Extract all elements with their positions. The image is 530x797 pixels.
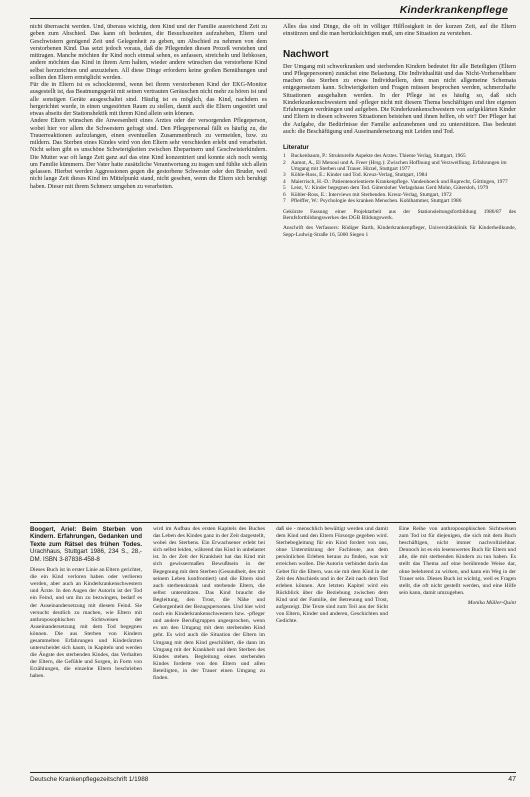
section-heading: Nachwort — [283, 48, 329, 60]
book-citation — [30, 526, 142, 563]
footer-rule — [30, 772, 516, 773]
citation-title: Beim Sterben von Kindern. Erfahrungen, Gedanken und Texte zum Rätsel des frühen Todes. — [30, 526, 142, 548]
page-number: 47 — [508, 776, 516, 783]
review-column-2 — [153, 526, 265, 682]
review-paragraph: wird im Aufbau des ersten Kapitels des Buches das Leben des Kindes ganz in der Zeit dargestellt, wobei des Sterbens. Ein Erwachsener erlebt bei sich selbst leiden, während das Kind in unbelastet ist. In der Zeit der Krankheit hat das Kind mit sich gewissermaßen Bewußtsein in der Begegnung mit dem Sterben (Gesundheit, des mit seinem Leben konfrontiert) und die Eltern sind auch sterbenskrank und sterbende Eltern, die selbst unterstützen. Das Kind braucht die Begleitung, den Trost, die Nähe und Geborgenheit der Bezugspersonen. Und hier wird noch ein Kinderkrankenschwestern bzw. -pfleger und andere Berufsgruppen angesprochen, wenn es um den Umgang mit dem sterbenden Kind geht. Es wird auch die Situation der Eltern im Umgang mit dem Kind geschildert, die dann im Umgang mit der Krankheit und dem Sterben des Kindes stehen. Begleitung eines sterbenden Kindes forderte von den Eltern und allen Beteiligten, in der Trauer einen Umgang zu finden. — [153, 526, 265, 681]
literature-item: 1 Buckenbaum, P.: Strukturelle Aspekte des Arztes. Thieme Verlag, Stuttgart, 1965 — [283, 153, 466, 160]
article-column-left — [30, 24, 267, 492]
publication-note: Gekürzte Fassung einer Projektarbeit aus der Stationsleitungsfortbildung 1986/87 des Berufsfortbildungswerkes des DGB Bildungswerk. — [283, 208, 516, 221]
literature-item: 5 Leist, V.: Kinder begegnen dem Tod. Gütersloher Verlagshaus Gerd Mohn, Gütersloh, 1979 — [283, 185, 489, 192]
review-column-4 — [399, 526, 516, 607]
review-paragraph: daß sie - menschlich bewältigt werden und damit dem Kind und den Eltern Fürsorge gegeben wird. Sterbebegleitung für ein Kind fordert von uns, ohne Unterstützung der Fachleute, aus dem persönlichen Erleben heraus zu finden, was wir erreichen wollen. Die Autorin verbindet darin das Gebet für die Eltern, was sie mit dem Kind in der Zeit des Abschieds und in der Zeit nach dem Tod erleben können. Am letzten Kapitel wird ein Rückblick über die Beziehung zwischen dem Kind und der Familie, der Betreuung und Trost, aufgezeigt. Die Texte sind zum Teil aus der Sicht von Eltern, Kinder und anderen, Geschichten und Gedichte. — [276, 526, 388, 625]
author-address: Anschrift des Verfassers: Rüdiger Barth, Kinderkrankenpfleger, Universitätsklinik für Kinderheilkunde, Sepp-Ludwig-Straße 16, 5000 Siegen 1 — [283, 225, 516, 238]
literature-item: 6 Kübler-Ross, E.: Interviews mit Sterbenden. Kreuz-Verlag, Stuttgart, 1972 — [283, 191, 452, 198]
reviewer-signature: Monika Müller-Quint — [467, 599, 516, 606]
review-column-1 — [30, 526, 142, 681]
literature-heading: Literatur — [283, 144, 309, 151]
review-paragraph: Eine Reihe von anthroposophischen Sichtweisen zum Tod ist für diejenigen, die sich mit dem Buch beschäftigen, nicht immer nachvollziehbar. Dennoch ist es ein lesenswertes Buch für Eltern und alle, die mit sterbenden Kindern zu tun haben. Es stellt das Thema auf eine berührende Weise dar, ohne belehrend zu wirken, und kann ein Weg in der Trauer sein. Dieses Buch ist wichtig, weil es Fragen stellt, die oft nicht gestellt werden, und eine Hilfe sein kann, damit umzugehen. — [399, 526, 516, 596]
literature-item: 3 Köhle-Ross, E.: Kinder und Tod. Kreuz-Verlag, Stuttgart, 1984 — [283, 172, 428, 179]
article-paragraph: nicht überrascht werden. Und, überaus wichtig, dem Kind und der Familie ausreichend Zeit zu geben zum Abschied. Das kann oft bedeuten, die Besuchszeiten aufzuheben, Eltern und Geschwistern genügend Zeit und Gelegenheit zu geben, um Abschied zu nehmen von dem verstorbenen Kind. Das setzt jedoch voraus, daß die Pflegenden diesen Prozeß verstehen und mittragen. Manche möchten ihr Kind noch einmal sehen, es anfassen, streicheln und liebkosen, andere möchten das Kind in ihrem Arm halten, wieder andere wünschen das verstorbene Kind selbst herzurichten und anzuziehen. All diese Dinge erfordern keine großen Bemühungen und sollten den Eltern ermöglicht werden. — [30, 24, 267, 81]
review-paragraph: Dieses Buch ist in erster Linie an Eltern gerichtet, die ein Kind verloren haben oder verlieren werden, aber auch an Kinderkrankenschwestern und Ärzte. In den Augen der Autorin ist der Tod ein Feind, und um ihn zu bezwingen, bedarf es der Auseinandersetzung mit diesem Feind. Sie versucht deutlich zu machen, wie Eltern mit anthroposophischen Sichtweisen der Auseinandersetzung mit dem Tod begegnen können. Die aus Sterben von Kindern gesammelten Erfahrungen und Kinderärzten unterscheidet sich kaum, in Kapiteln und werden die Ängste des sterbenden Kindes, das Verhalten der Eltern, die Gefühle und Sorgen, in Form von Erzählungen, die einzelne Eltern beschrieben haben. — [30, 567, 142, 680]
article-paragraph: Andere Eltern wünschen die Anwesenheit eines Arztes oder der versorgenden Pflegeperson, wobei hier vor allem die Schwestern gefragt sind. Den Pflegepersonal fällt es häufig zu, die Trauerreaktionen aufzufangen, einen eventuellen Zusammenbruch zu vermeiden, bzw. zu mildern. Das Sterben eines Kindes wird von den Eltern sehr verschieden erlebt und verarbeitet. Nicht selten gibt es unschöne Schwierigkeiten zwischen Ehepartnern und Geschwisterkindern. Die Mutter war oft lange Zeit ganz auf das eine Kind konzentriert und konnte sich noch wenig um Familie kümmern. Der Vater hatte zusätzliche Verantwortung zu tragen und fühlte sich allein gelassen. Hierbei werden Aggressionen gegen die gestorbene Schwester oder den Bruder, weil nicht lange Zeit dieses Kind im Mittelpunkt stand, nicht gesehen, wenn die Eltern sich beruhigt haben. Dieser mit ihrem Schmerz umgehen zu verarbeiten. — [30, 118, 267, 190]
literature-list — [283, 153, 516, 204]
book-review — [30, 526, 516, 771]
article-column-right — [283, 24, 516, 238]
section-divider — [30, 522, 516, 523]
literature-item: 7 Pfleiffer, W.: Psychologie des kranken Menschen. Kohlhammer, Stuttgart 1986 — [283, 198, 462, 205]
literature-item: 4 Maierrisch, H.-D.: Patientenorientierte Krankenpflege. Vandenhoeck und Ruprecht, Göttingen, 1977 — [283, 178, 508, 185]
article-paragraph: Der Umgang mit schwerkranken und sterbenden Kindern bedeutet für alle Beteiligten (Eltern und Pflegepersonen) zunächst eine Belastung. Die Individualität und das Nicht-Vorhersehbare machen das Sterben zu etwas Individuellem, dem man nicht allgemeine Schemata entgegensetzen kann. Schwierigkeiten und Fragen müssen besprochen werden, schmerzhafte Situationen ausgehalten werden. In der Pflege ist es häufig so, daß sich Kinderkrankenschwestern und -pfleger nicht mit diesem Thema beschäftigen und ihre eigenen Erfahrungen verdrängen und aufgeben. Die Kinderkrankenschwestern von aufgeklärten Kinder und Eltern in diesen schweren Situationen beistehen und ihnen helfen, ob wir? Der Pfleger hat die Aufgabe, die Bedürfnisse der Familie aufzunehmen und zu unterstützen. Das bedeutet auch: die Beschäftigung und Auseinandersetzung mit Leiden und Tod. — [283, 63, 516, 135]
review-column-3 — [276, 526, 388, 625]
citation-author: Boogert, Ariel: — [30, 526, 77, 533]
header-rule — [30, 18, 508, 19]
literature-item: 2 Aamot, A., El Menoui und A. Freer (Hrsg.): Zwischen Hoffnung und Verzweiflung. Erfahrungen im Umgang mit Sterben und Trauer. Hirzel, Stuttgart 1977 — [283, 159, 507, 173]
article-intro: Alles das sind Dinge, die oft in völliger Hilflosigkeit in der kurzen Zeit, auf die Eltern einstürzen und die man berücksichtigen muß, um eine Situation zu verstehen. — [283, 24, 516, 38]
citation-publisher: Urachhaus, Stuttgart 1986, 234 S., 28,- DM. ISBN 3-87838-458-8 — [30, 548, 142, 563]
article-paragraph: Für die in Eltern ist es schockierend, wenn bei ihrem verstorbenen Kind der EKG-Monitor ausgestellt ist, das Beatmungsgerät mit seinen vertrauten Geräuschen nicht mehr zu hören ist und alle sonstigen Geräte ausgeschaltet sind. Häufig ist es möglich, das Kind, nachdem es hergerichtet wurde, in einen ungestörten Raum zu stellen, damit auch die Eltern ungestört und etwas abseits der Stationshektik mit ihrem Kind allein sein können. — [30, 82, 267, 117]
journal-name: Deutsche Krankenpflegezeitschrift 1/1988 — [30, 776, 149, 783]
running-head: Kinderkrankenpflege — [399, 4, 508, 16]
